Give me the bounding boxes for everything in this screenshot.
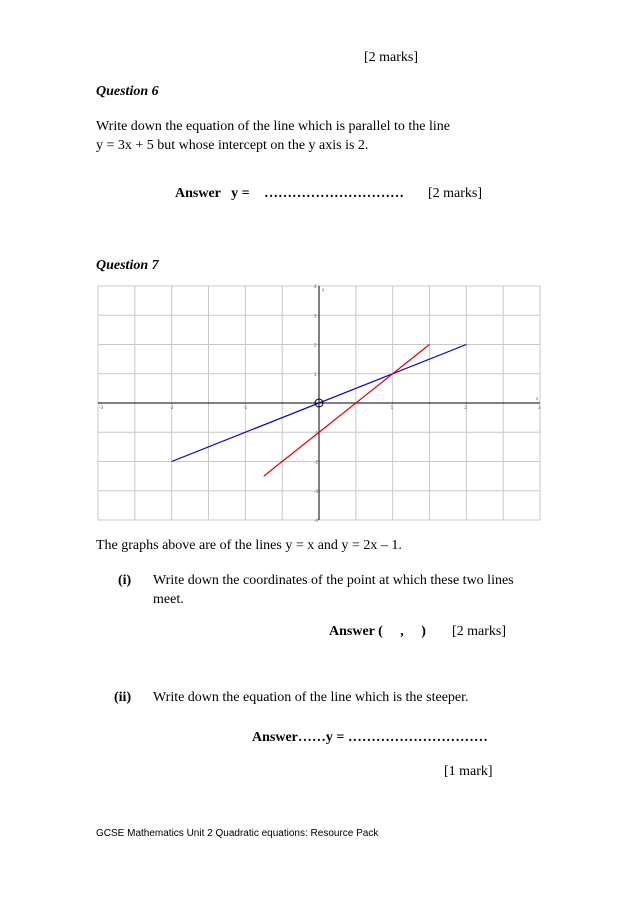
x-tick-label: 3	[538, 405, 541, 410]
series-line-y-equals-2x-minus-1	[264, 342, 430, 477]
y-tick-label: -1	[314, 430, 318, 436]
part-ii-label: (ii)	[114, 690, 132, 705]
line-graph	[98, 284, 541, 523]
previous-question-marks: [2 marks]	[364, 50, 419, 65]
y-tick-label: 2	[314, 342, 317, 348]
x-axis-label: x	[536, 396, 539, 401]
y-tick-label: 3	[314, 313, 317, 319]
part-i-text-line1: Write down the coordinates of the point at which these two lines	[153, 573, 514, 588]
x-tick-label: -3	[99, 405, 103, 410]
x-tick-label: 2	[464, 405, 467, 410]
question-7-heading: Question 7	[96, 258, 159, 273]
part-i-label: (i)	[118, 573, 132, 588]
y-tick-label: -3	[314, 488, 318, 494]
y-axis-label: y	[322, 287, 325, 292]
y-tick-label: 1	[314, 371, 317, 377]
y-tick-label: 4	[314, 284, 317, 289]
part-ii-text: Write down the equation of the line which is the steeper.	[153, 690, 469, 705]
y-tick-label: -2	[314, 459, 318, 465]
question-6-text-line2: y = 3x + 5 but whose intercept on the y axis is 2.	[96, 138, 369, 153]
question-6-text-line1: Write down the equation of the line which is parallel to the line	[96, 119, 450, 134]
question-6-heading: Question 6	[96, 84, 159, 99]
page-footer: GCSE Mathematics Unit 2 Quadratic equations: Resource Pack	[96, 828, 379, 839]
part-ii-marks: [1 mark]	[444, 764, 493, 779]
part-i-answer-field[interactable]: Answer ( , )	[329, 624, 426, 639]
x-tick-label: -1	[243, 405, 248, 410]
question-6-answer-field[interactable]: …………………………	[264, 186, 404, 201]
question-6-answer-label: Answer y =	[175, 186, 250, 201]
question-7-description: The graphs above are of the lines y = x and y = 2x – 1.	[96, 538, 402, 553]
y-tick-label: -4	[314, 518, 318, 523]
x-tick-label: 1	[390, 405, 394, 410]
x-tick-label: -2	[169, 405, 174, 410]
part-ii-answer-field[interactable]: Answer……y = …………………………	[252, 730, 488, 745]
question-6-marks: [2 marks]	[428, 186, 483, 201]
part-i-text-line2: meet.	[153, 592, 184, 607]
part-i-marks: [2 marks]	[452, 624, 507, 639]
